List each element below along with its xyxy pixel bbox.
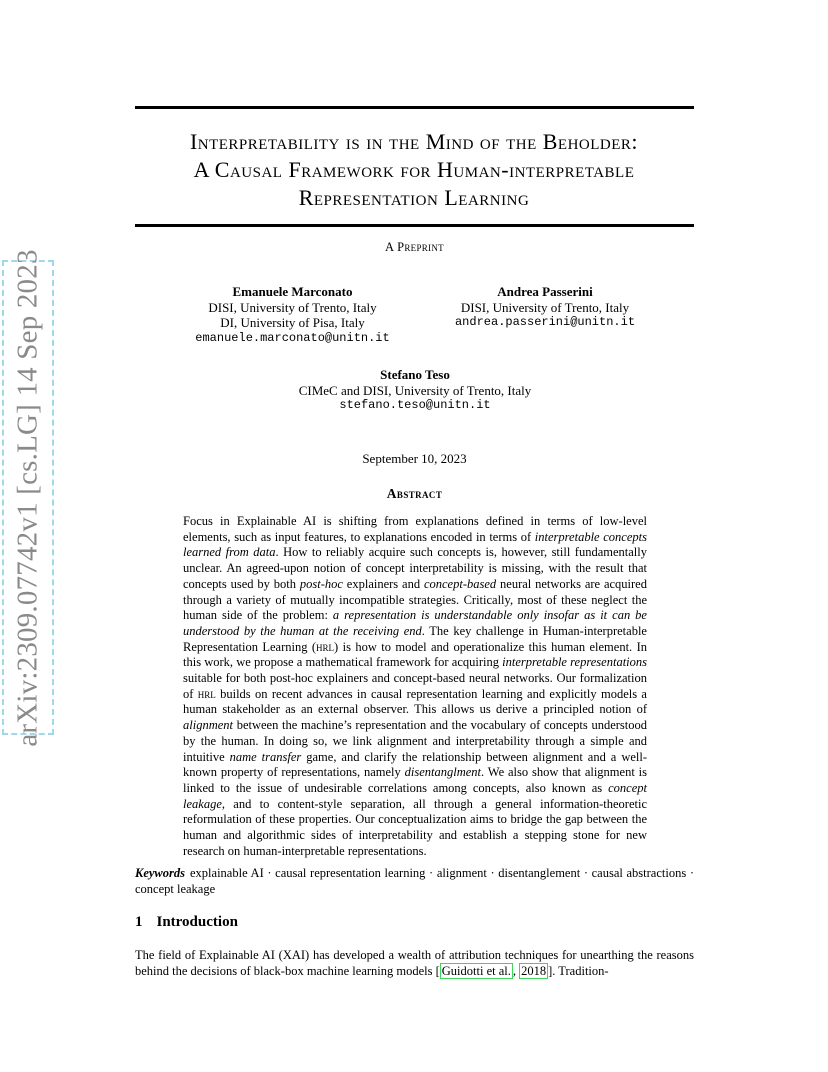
abstract-heading: Abstract	[386, 486, 443, 501]
citation-year-link[interactable]	[519, 963, 548, 979]
intro-text: ]. Tradition-	[548, 964, 609, 978]
author-affiliation: DISI, University of Trento, Italy	[460, 299, 630, 315]
abstract-text: Focus in Explainable AI is shifting from explanations defined in terms of low-level elements, such as input features, to explanations encoded in terms of	[183, 514, 647, 544]
section-title: Introduction	[156, 914, 238, 930]
arxiv-id-text: arXiv:2309.07742v1 [cs.LG] 14 Sep 2023	[11, 248, 44, 747]
author-affiliation: DI, University of Pisa, Italy	[220, 315, 365, 330]
intro-text: The field of Explainable AI (XAI) has developed a wealth of attribution techniques for unearthing the reasons behind the decisions of black-box machine learning models [	[135, 948, 694, 978]
abstract-emphasis: disentanglment	[404, 765, 482, 780]
keywords-label: Keywords	[135, 866, 185, 880]
keywords	[135, 865, 694, 897]
citation-separator: ,	[512, 964, 520, 978]
abstract-text: suitable for both post-hoc explainers and concept-based neural networks. Our formalization of	[183, 671, 647, 701]
abstract-text: builds on recent advances in causal representation learning and explicitly models a human stakeholder as an external observer. This allows us derive a principled notion of	[183, 686, 647, 717]
paper-title	[100, 128, 728, 212]
author-email[interactable]: andrea.passerini@unitn.it	[454, 315, 636, 329]
author-affiliation: CIMeC and DISI, University of Trento, Italy	[298, 382, 532, 398]
abstract-acronym: hrl	[197, 686, 216, 701]
title-bottom-rule	[135, 224, 694, 227]
author-block-3	[280, 367, 550, 414]
author-block-2	[440, 284, 650, 331]
abstract-emphasis: concept leakage	[183, 780, 647, 811]
introduction-paragraph	[135, 947, 694, 979]
abstract-emphasis: alignment	[183, 718, 233, 733]
arxiv-id-stamp	[2, 248, 54, 747]
abstract-text: . The key challenge in Human-interpretable Representation Learning (	[183, 623, 647, 654]
keywords-list: explainable AI · causal representation learning · alignment · disentanglement · causal abstractions · concept leakage	[135, 866, 694, 896]
abstract-emphasis: post-hoc	[299, 576, 343, 591]
citation-link[interactable]	[440, 963, 513, 979]
author-name: Stefano Teso	[380, 367, 450, 382]
abstract-emphasis: name transfer	[229, 749, 302, 764]
abstract-text: ) is how to model and operationalize this human element. In this work, we propose a mathematical framework for acquiring	[183, 639, 647, 670]
title-line-1: Interpretability is in the Mind of the Beholder:	[189, 129, 639, 154]
abstract-body	[183, 514, 647, 859]
author-email[interactable]: stefano.teso@unitn.it	[339, 398, 491, 412]
title-line-3: Representation Learning	[298, 185, 530, 210]
abstract-text: . We also show that alignment is linked to the issue of undesirable correlations among concepts, also known as	[183, 765, 647, 795]
citation-author: Guidotti et al.	[441, 964, 511, 978]
title-line-2: A Causal Framework for Human-interpretable	[193, 157, 635, 182]
title-top-rule	[135, 106, 694, 109]
publication-date: September 10, 2023	[362, 451, 467, 466]
author-name: Emanuele Marconato	[232, 284, 353, 299]
abstract-acronym: hrl	[316, 639, 335, 654]
section-number: 1	[135, 914, 143, 930]
abstract-emphasis: interpretable representations	[502, 655, 647, 670]
abstract-text: neural networks are acquired through a variety of mutually incompatible strategies. Critically, most of these neglect the human side of the problem:	[183, 576, 647, 623]
abstract-text: game, and clarify the relationship between alignment and a well-known property of representations, namely	[183, 749, 647, 780]
author-email[interactable]: emanuele.marconato@unitn.it	[195, 330, 390, 345]
author-block-1	[185, 284, 400, 346]
abstract-text: , and to content-style separation, all through a general information-theoretic reformulation of these properties. Our conceptualization aims to bridge the gap between the human and algorithmic sides of interpretability and establish a stepping stone for new research on human-interpretable representations.	[183, 796, 647, 858]
section-heading-introduction	[135, 914, 238, 931]
abstract-emphasis: interpretable concepts learned from data	[183, 529, 647, 560]
abstract-emphasis: concept-based	[423, 576, 497, 591]
author-name: Andrea Passerini	[497, 284, 593, 299]
abstract-text: . How to reliably acquire such concepts is, however, still fundamentally unclear. An agreed-upon notion of concept interpretability is missing, with the result that concepts used by both	[183, 545, 647, 591]
abstract-text: explainers and	[342, 576, 424, 591]
abstract-text: between the machine’s representation and the vocabulary of concepts understood by the human. In doing so, we link alignment and interpretability through a simple and intuitive	[183, 718, 647, 764]
preprint-label: A Preprint	[385, 240, 444, 254]
citation-year: 2018	[521, 964, 547, 978]
author-affiliation: DISI, University of Trento, Italy	[208, 299, 377, 315]
abstract-emphasis: a representation is understandable only insofar as it can be understood by the human at the receiving end	[183, 608, 647, 638]
